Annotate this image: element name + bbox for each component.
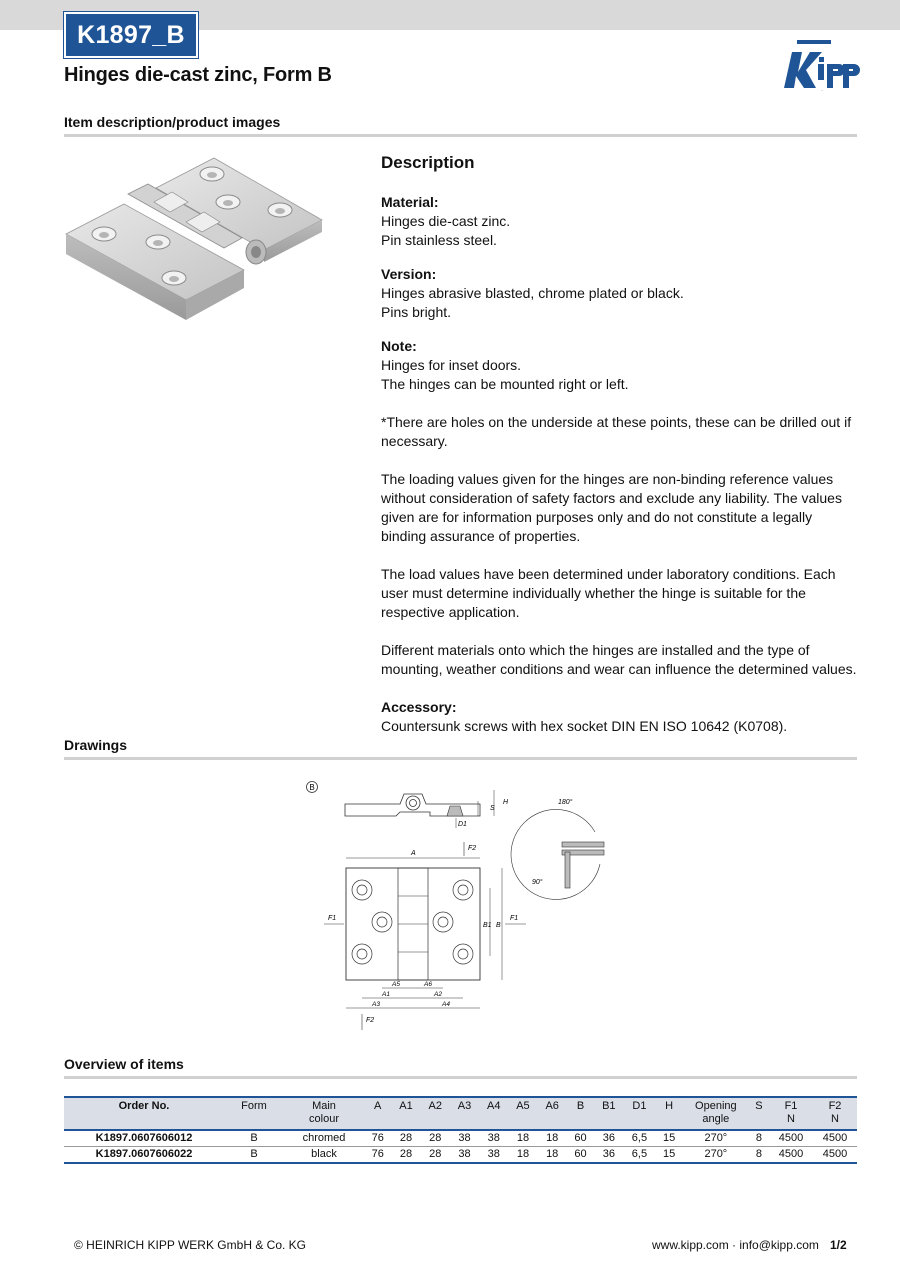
accessory-text: Countersunk screws with hex socket DIN EN ISO 10642 (K0708). [381, 718, 788, 734]
col-form: Form [224, 1097, 284, 1130]
table-cell: 18 [538, 1147, 567, 1164]
section-rule [64, 134, 857, 137]
force-f1-left: F1 [328, 915, 337, 922]
version-line: Hinges abrasive blasted, chrome plated or black. [381, 285, 684, 301]
section-overview-title: Overview of items [64, 1056, 184, 1072]
table-cell: 6,5 [623, 1130, 655, 1147]
table-cell: B [224, 1147, 284, 1164]
table-cell: 270° [683, 1130, 749, 1147]
dim-h: H [503, 799, 509, 806]
dim-s: S [490, 805, 495, 812]
col-a4: A4 [479, 1097, 508, 1130]
table-cell: 8 [749, 1130, 769, 1147]
dim-a4: A4 [442, 1001, 450, 1008]
dim-a5: A5 [392, 981, 400, 988]
version-line: Pins bright. [381, 304, 452, 320]
table-cell: chromed [284, 1130, 364, 1147]
section-description-images [64, 114, 857, 130]
col-d1: D1 [623, 1097, 655, 1130]
kipp-logo [782, 38, 860, 92]
col-a1: A1 [391, 1097, 420, 1130]
table-header-row [64, 1097, 857, 1130]
dim-a: A [411, 850, 416, 857]
table-cell: 36 [594, 1130, 623, 1147]
col-f1: F1 N [769, 1097, 813, 1130]
col-b: B [567, 1097, 594, 1130]
table-cell: 15 [655, 1147, 682, 1164]
note-line: The hinges can be mounted right or left. [381, 376, 629, 392]
items-table [64, 1096, 857, 1164]
version-label: Version: [381, 266, 437, 282]
col-order-no: Order No. [64, 1097, 224, 1130]
dim-d1: D1 [458, 821, 467, 828]
note-line: Hinges for inset doors. [381, 357, 522, 373]
order-no-cell: K1897.0607606012 [64, 1130, 224, 1147]
force-f2-bottom: F2 [366, 1017, 375, 1024]
table-cell: 60 [567, 1147, 594, 1164]
hinge-product-image [64, 152, 324, 328]
dim-a6: A6 [424, 981, 432, 988]
col-a6: A6 [538, 1097, 567, 1130]
logo-text: Kipp [821, 91, 824, 92]
dim-b: B [496, 922, 501, 929]
table-cell: 38 [479, 1147, 508, 1164]
col-f2: F2 N [813, 1097, 857, 1130]
note-paragraph: Different materials onto which the hinges are installed and the type of mounting, weather conditions and wear can influence the determined values. [381, 642, 857, 677]
table-cell: 76 [364, 1147, 391, 1164]
table-cell: 28 [391, 1130, 420, 1147]
form-marker: B [309, 783, 315, 792]
table-cell: 28 [421, 1130, 450, 1147]
section-description-images-title: Item description/product images [64, 114, 281, 130]
footer-copyright: © HEINRICH KIPP WERK GmbH & Co. KG [74, 1238, 306, 1252]
note-paragraph: *There are holes on the underside at these points, these can be drilled out if necessary. [381, 414, 852, 449]
section-drawings [64, 737, 857, 753]
col-a5: A5 [508, 1097, 537, 1130]
section-drawings-title: Drawings [64, 737, 128, 753]
page-title: Hinges die-cast zinc, Form B [64, 64, 332, 86]
section-rule [64, 1076, 857, 1079]
footer-contact: www.kipp.com · info@kipp.com [652, 1238, 819, 1252]
technical-drawing [300, 776, 630, 1036]
col-h: H [655, 1097, 682, 1130]
material-line: Pin stainless steel. [381, 232, 497, 248]
table-cell: 8 [749, 1147, 769, 1164]
col-a: A [364, 1097, 391, 1130]
material-label: Material: [381, 194, 439, 210]
table-cell: 18 [508, 1147, 537, 1164]
col-a3: A3 [450, 1097, 479, 1130]
note-paragraph: The load values have been determined under laboratory conditions. Each user must determine individually whether the hinge is suitable for the respective application. [381, 566, 836, 620]
table-cell: 36 [594, 1147, 623, 1164]
dim-b1: B1 [483, 922, 492, 929]
table-cell: 28 [391, 1147, 420, 1164]
description-heading: Description [381, 153, 475, 172]
table-cell: 4500 [813, 1147, 857, 1164]
table-row [64, 1130, 857, 1147]
table-cell: 18 [538, 1130, 567, 1147]
table-cell: 6,5 [623, 1147, 655, 1164]
table-cell: 18 [508, 1130, 537, 1147]
col-a2: A2 [421, 1097, 450, 1130]
col-b1: B1 [594, 1097, 623, 1130]
col-opening-angle: Opening angle [683, 1097, 749, 1130]
accessory-label: Accessory: [381, 699, 457, 715]
note-label: Note: [381, 338, 417, 354]
table-cell: 4500 [769, 1147, 813, 1164]
table-cell: 270° [683, 1147, 749, 1164]
dim-a1: A1 [382, 991, 390, 998]
table-cell: 38 [450, 1130, 479, 1147]
table-cell: 38 [479, 1130, 508, 1147]
material-line: Hinges die-cast zinc. [381, 213, 511, 229]
col-s: S [749, 1097, 769, 1130]
angle-90-label: 90° [532, 879, 543, 886]
section-rule [64, 757, 857, 760]
table-row [64, 1147, 857, 1164]
table-cell: 60 [567, 1130, 594, 1147]
description-block [381, 153, 861, 736]
table-cell: 38 [450, 1147, 479, 1164]
table-cell: 28 [421, 1147, 450, 1164]
dim-a2: A2 [434, 991, 442, 998]
table-cell: 4500 [813, 1130, 857, 1147]
product-code-badge: K1897_B [64, 12, 198, 58]
table-cell: 15 [655, 1130, 682, 1147]
order-no-cell: K1897.0607606022 [64, 1147, 224, 1164]
dim-a3: A3 [372, 1001, 380, 1008]
section-overview [64, 1056, 857, 1072]
force-f1-right: F1 [510, 915, 519, 922]
force-f2-top: F2 [468, 845, 477, 852]
note-paragraph: The loading values given for the hinges are non-binding reference values without consideration of safety factors and exclude any liability. The values given are for information purposes only and do not constitute a legally binding assurance of properties. [381, 471, 842, 544]
table-cell: 4500 [769, 1130, 813, 1147]
angle-180-label: 180° [558, 799, 573, 806]
table-cell: B [224, 1130, 284, 1147]
footer-page-number: 1/2 [830, 1238, 847, 1252]
table-cell: 76 [364, 1130, 391, 1147]
table-cell: black [284, 1147, 364, 1164]
col-main-colour: Main colour [284, 1097, 364, 1130]
